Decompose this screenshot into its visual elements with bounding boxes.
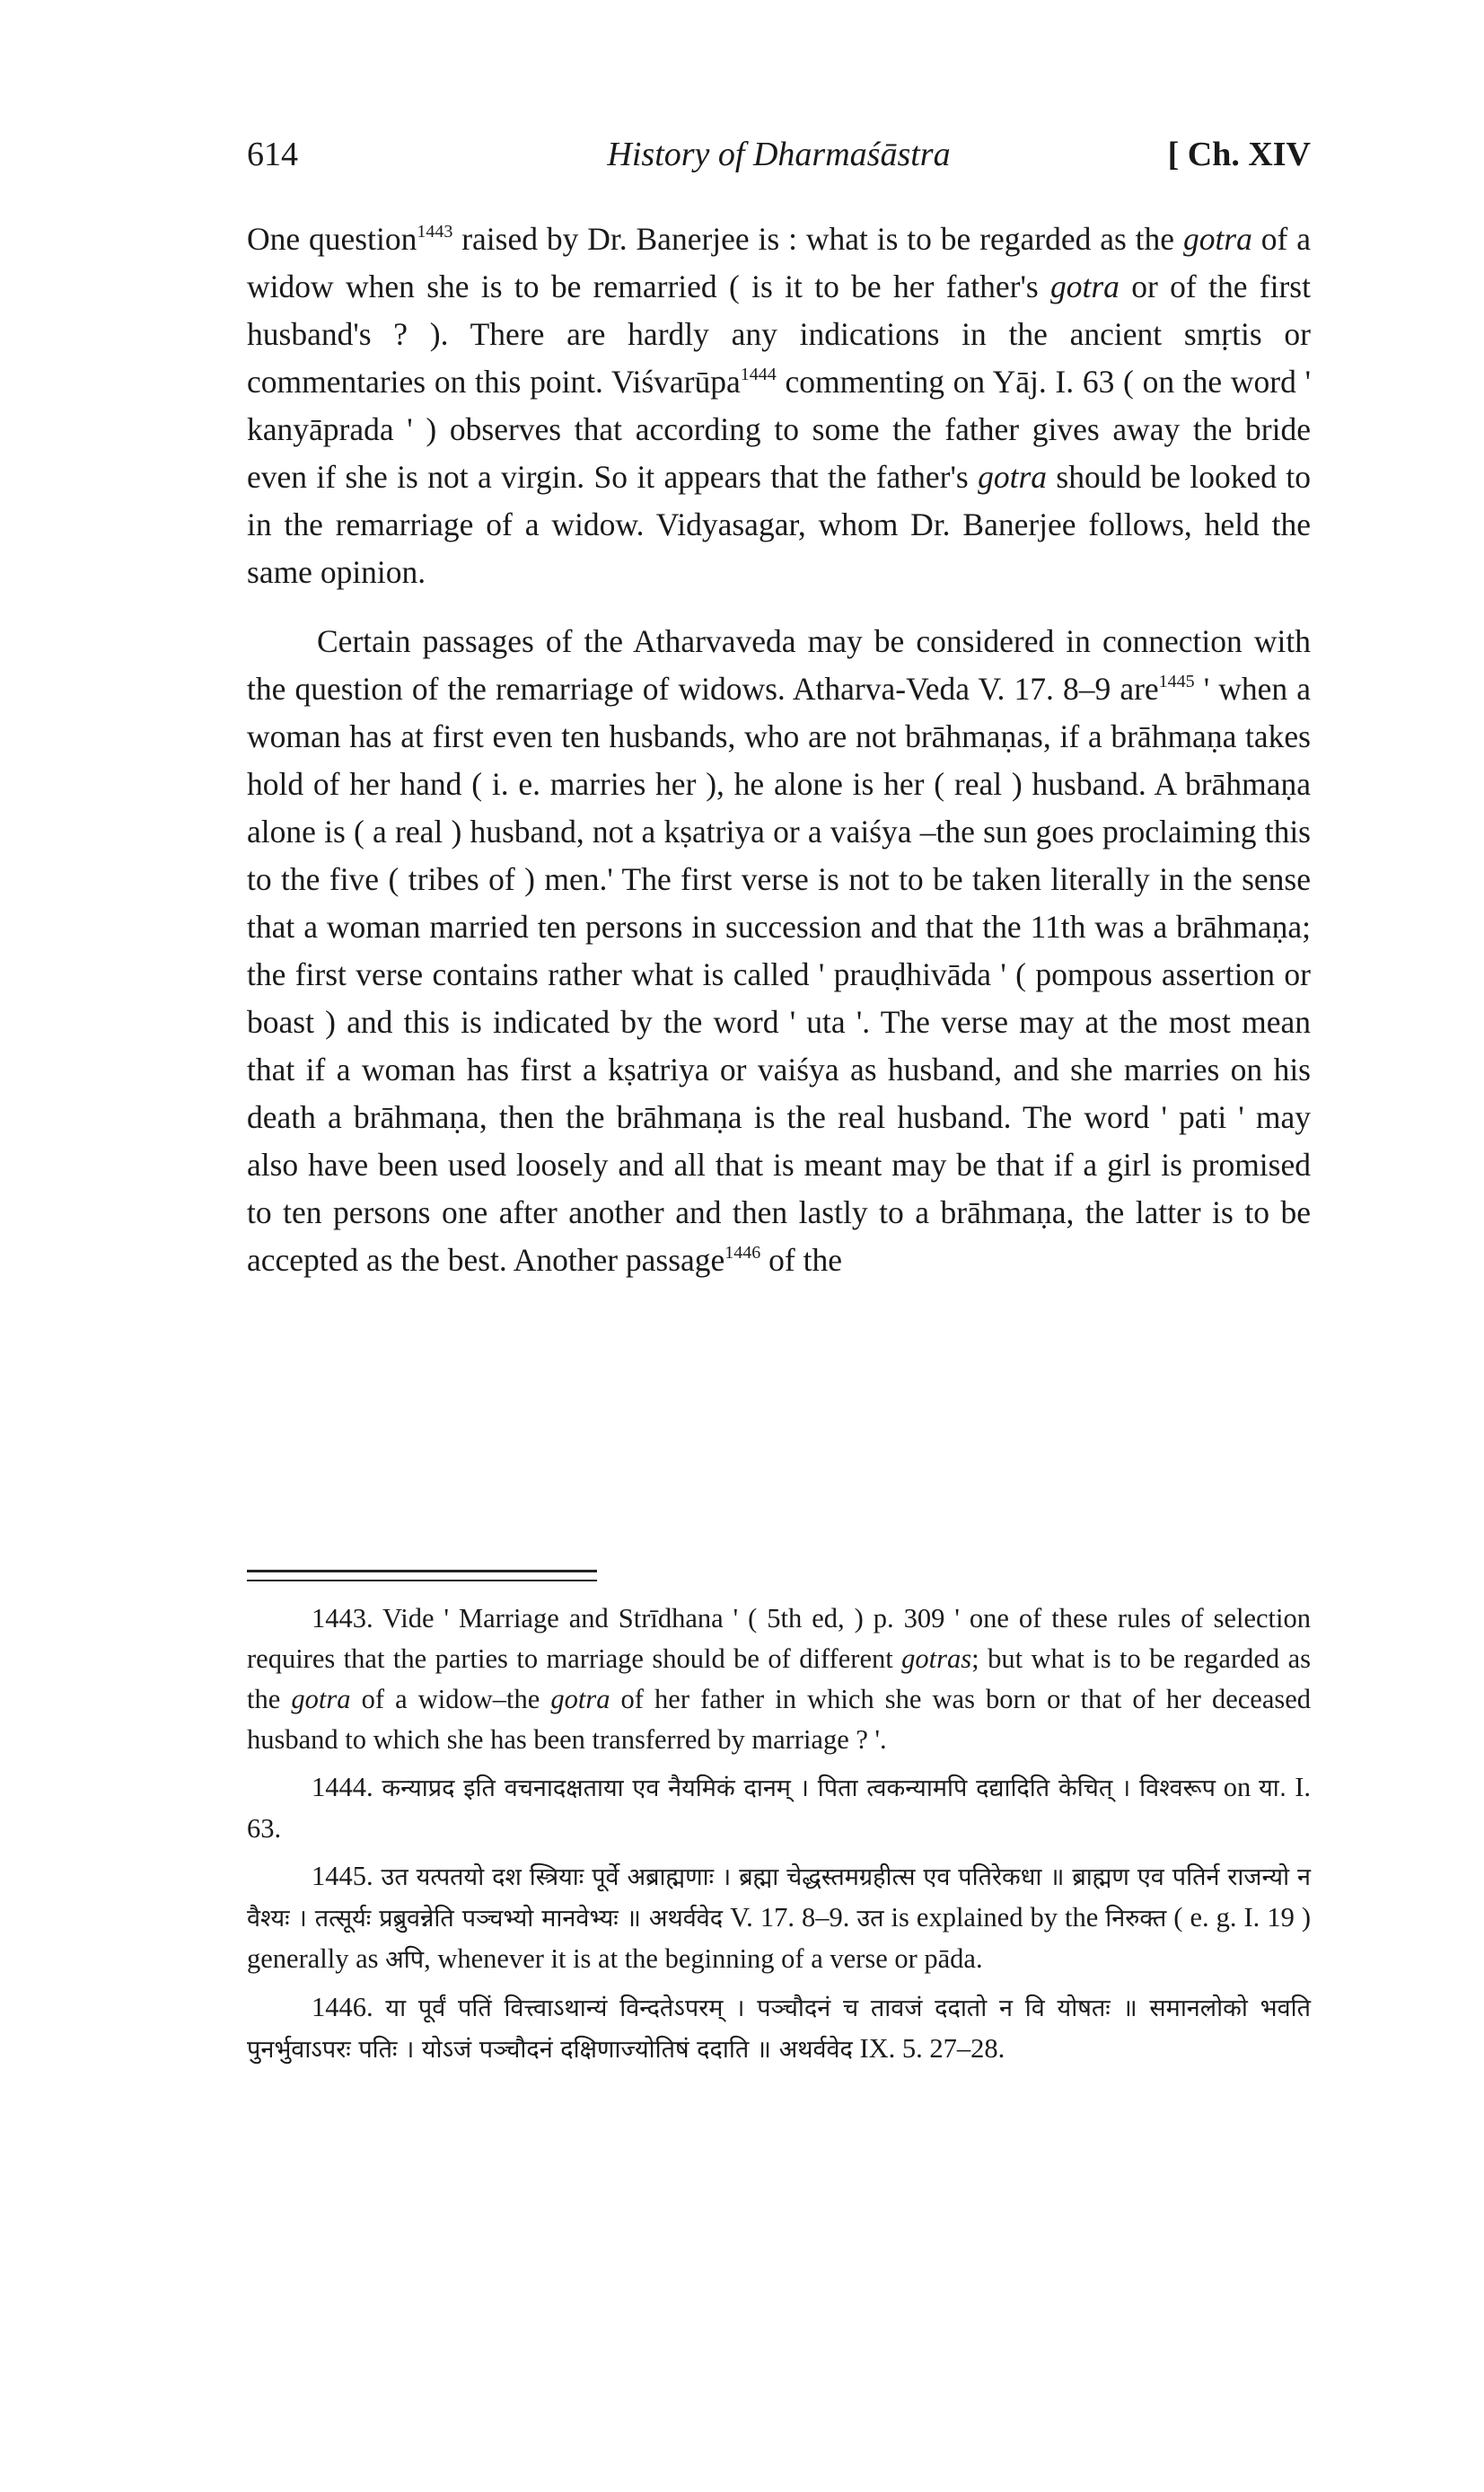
footnote-1443: 1443. Vide ' Marriage and Strīdhana ' ( 5th ed, ) p. 309 ' one of these rules of selection requires that the parties to marriage should be of different gotras; but what is to be regarded as the gotra of a widow–the gotra of her father in which she was born or that of her deceased husband to which she has been transferred by marriage ? '. (247, 1603, 1312, 1755)
footnote-ref-1443[interactable]: 1443 (417, 222, 453, 242)
main-text (247, 216, 1311, 1284)
running-title: History of Dharmaśāstra (607, 136, 951, 173)
footnotes (247, 1598, 1311, 2077)
footnote-1445: 1445. उत यत्पतयो दश स्त्रियाः पूर्वे अब्राह्मणाः । ब्रह्मा चेद्धस्तमग्रहीत्स एव पतिरेकधा ॥ ब्राह्मण एव पतिर्न राजन्यो न वैश्यः । तत्सूर्यः प्रब्रुवन्नेति पञ्चभ्यो मानवेभ्यः ॥ अथर्ववेद V. 17. 8–9. उत is explained by the निरुक्त ( e. g. I. 19 ) generally as अपि, whenever it is at the beginning of a verse or pāda. (247, 1861, 1311, 1974)
page-number: 614 (247, 136, 298, 173)
footnote-ref-1446[interactable]: 1446 (724, 1243, 761, 1263)
footnote-1444: 1444. कन्याप्रद इति वचनादक्षताया एव नैयमिकं दानम् । पिता त्वकन्यामपि दद्यादिति केचित् । विश्वरूप on या. I. 63. (247, 1772, 1311, 1844)
paragraph-1: One question$^{1443}$ raised by Dr. Banerjee is : what is to be regarded as the gotra of a widow when she is to be remarried ( is it to be her father's gotra or of the first husband's ? ). There are hardly any indications in the ancient smṛtis or commentaries on this point. Viśvarūpa$^{1444}$ commenting on Yāj. I. 63 ( on the word ' kanyāprada ' ) observes that according to some the father gives away the bride even if she is not a virgin. So it appears that the father's gotra should be looked to in the remarriage of a widow. Vidyasagar, whom Dr. Banerjee follows, held the same opinion. (247, 221, 1311, 590)
chapter-label: [ Ch. XIV (1167, 136, 1311, 173)
page-header (247, 135, 1311, 180)
footnote-1446: 1446. या पूर्वं पतिं वित्त्वाऽथान्यं विन्दतेऽपरम् । पञ्चौदनं च तावजं ददातो न वि योषतः ॥ समानलोको भवति पुनर्भुवाऽपरः पतिः । योऽजं पञ्चौदनं दक्षिणाज्योतिषं ददाति ॥ अथर्ववेद IX. 5. 27–28. (247, 1992, 1311, 2064)
footnote-ref-1444[interactable]: 1444 (740, 365, 777, 384)
paragraph-2: Certain passages of the Atharvaveda may be considered in connection with the question of the remarriage of widows. Atharva-Veda V. 17. 8–9 are$^{1445}$ ' when a woman has at first even ten husbands, who are not brāhmaṇas, if a brāhmaṇa takes hold of her hand ( i. e. marries her ), he alone is her ( real ) husband. A brāhmaṇa alone is ( a real ) husband, not a kṣatriya or a vaiśya –the sun goes proclaiming this to the five ( tribes of ) men.' The first verse is not to be taken literally in the sense that a woman married ten persons in succession and that the 11th was a brāhmaṇa; the first verse contains rather what is called ' prauḍhivāda ' ( pompous assertion or boast ) and this is indicated by the word ' uta '. The verse may at the most mean that if a woman has first a kṣatriya or vaiśya as husband, and she marries on his death a brāhmaṇa, then the brāhmaṇa is the real husband. The word ' pati ' may also have been used loosely and all that is meant may be that if a girl is promised to ten persons one after another and then lastly to a brāhmaṇa, the latter is to be accepted as the best. Another passage$^{1446}$ of the (247, 623, 1311, 1278)
footnote-ref-1445[interactable]: 1445 (1158, 672, 1195, 691)
footnote-divider (247, 1570, 597, 1581)
